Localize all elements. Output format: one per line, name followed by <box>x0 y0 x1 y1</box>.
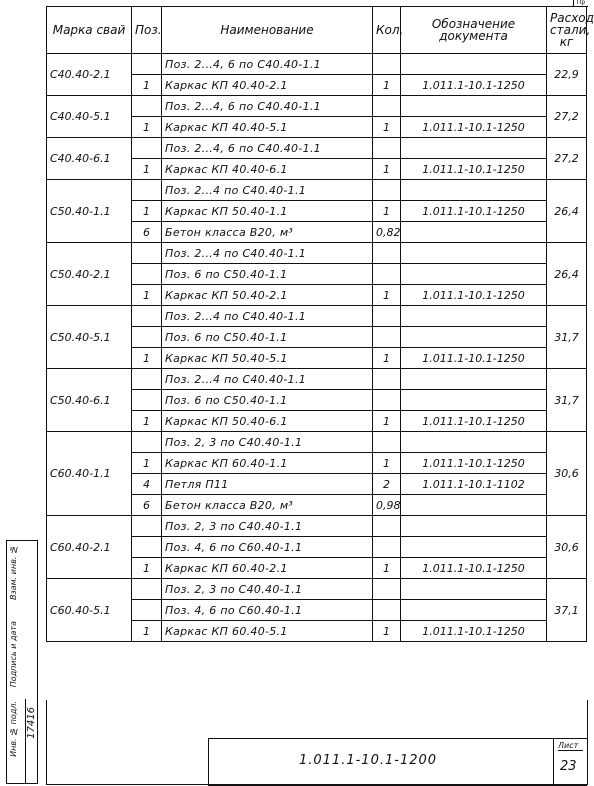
header-name: Наименование <box>162 7 373 54</box>
doc-cell: 1.011.1-10.1-1250 <box>401 201 547 222</box>
name-cell: Поз. 2, 3 по С40.40-1.1 <box>162 432 373 453</box>
pos-cell: 6 <box>132 222 162 243</box>
inv-number-label: Инв. № подл. <box>9 701 18 757</box>
pos-cell <box>132 180 162 201</box>
steel-consumption: 31,7 <box>547 369 587 432</box>
name-cell: Каркас КП 50.40-2.1 <box>162 285 373 306</box>
name-cell: Поз. 4, 6 по С60.40-1.1 <box>162 537 373 558</box>
steel-consumption: 31,7 <box>547 306 587 369</box>
pos-cell: 1 <box>132 453 162 474</box>
doc-cell <box>401 432 547 453</box>
qty-cell: 1 <box>373 159 401 180</box>
qty-cell: 2 <box>373 474 401 495</box>
name-cell: Поз. 2...4 по С40.40-1.1 <box>162 369 373 390</box>
pos-cell <box>132 369 162 390</box>
table-row <box>47 579 587 600</box>
doc-cell <box>401 222 547 243</box>
pile-mark: С50.40-1.1 <box>47 180 132 243</box>
name-cell: Каркас КП 50.40-5.1 <box>162 348 373 369</box>
qty-cell <box>373 327 401 348</box>
name-cell: Каркас КП 40.40-5.1 <box>162 117 373 138</box>
pos-cell: 1 <box>132 621 162 642</box>
pile-mark: С40.40-6.1 <box>47 138 132 180</box>
pos-cell: 4 <box>132 474 162 495</box>
name-cell: Поз. 2...4, 6 по С40.40-1.1 <box>162 96 373 117</box>
pile-mark: С50.40-6.1 <box>47 369 132 432</box>
name-cell: Поз. 2...4 по С40.40-1.1 <box>162 243 373 264</box>
steel-consumption: 27,2 <box>547 96 587 138</box>
name-cell: Петля П11 <box>162 474 373 495</box>
doc-cell <box>401 54 547 75</box>
doc-cell <box>401 306 547 327</box>
qty-cell <box>373 369 401 390</box>
qty-cell <box>373 537 401 558</box>
doc-cell: 1.011.1-10.1-1250 <box>401 117 547 138</box>
pos-cell <box>132 327 162 348</box>
qty-cell <box>373 264 401 285</box>
steel-consumption: 27,2 <box>547 138 587 180</box>
qty-cell <box>373 432 401 453</box>
pos-cell <box>132 138 162 159</box>
pos-cell <box>132 54 162 75</box>
qty-cell <box>373 54 401 75</box>
inv-number-cell <box>25 699 38 783</box>
pos-cell: 1 <box>132 558 162 579</box>
doc-cell: 1.011.1-10.1-1250 <box>401 621 547 642</box>
sheet-number: 23 <box>560 759 577 774</box>
name-cell: Поз. 2, 3 по С40.40-1.1 <box>162 516 373 537</box>
name-cell: Каркас КП 40.40-6.1 <box>162 159 373 180</box>
signature-date-label: Подпись и дата <box>9 621 18 688</box>
header-qty: Кол. <box>373 7 401 54</box>
table-row <box>47 180 587 201</box>
doc-cell: 1.011.1-10.1-1250 <box>401 348 547 369</box>
qty-cell <box>373 138 401 159</box>
table-row <box>47 243 587 264</box>
doc-cell: 1.011.1-10.1-1250 <box>401 285 547 306</box>
name-cell: Поз. 2...4, 6 по С40.40-1.1 <box>162 54 373 75</box>
doc-cell: 1.011.1-10.1-1250 <box>401 75 547 96</box>
pile-mark: С50.40-5.1 <box>47 306 132 369</box>
qty-cell <box>373 180 401 201</box>
name-cell: Поз. 2...4, 6 по С40.40-1.1 <box>162 138 373 159</box>
name-cell: Каркас КП 60.40-5.1 <box>162 621 373 642</box>
doc-cell <box>401 495 547 516</box>
table-row <box>47 516 587 537</box>
pos-cell <box>132 96 162 117</box>
table-row <box>47 138 587 159</box>
steel-consumption: 30,6 <box>547 432 587 516</box>
pile-mark: С50.40-2.1 <box>47 243 132 306</box>
pos-cell: 1 <box>132 159 162 180</box>
qty-cell: 1 <box>373 411 401 432</box>
title-block <box>208 738 587 786</box>
specification-table <box>46 6 594 642</box>
table-row <box>47 54 587 75</box>
doc-cell <box>401 516 547 537</box>
pile-mark: С60.40-5.1 <box>47 579 132 642</box>
table-row <box>47 369 587 390</box>
header-doc: Обозначение документа <box>401 7 547 54</box>
steel-consumption: 22,9 <box>547 54 587 96</box>
doc-cell <box>401 369 547 390</box>
name-cell: Бетон класса В20, м³ <box>162 222 373 243</box>
name-cell: Бетон класса В20, м³ <box>162 495 373 516</box>
pos-cell <box>132 516 162 537</box>
header-mark: Марка свай <box>47 7 132 54</box>
qty-cell <box>373 96 401 117</box>
doc-cell: 1.011.1-10.1-1250 <box>401 411 547 432</box>
steel-consumption: 30,6 <box>547 516 587 579</box>
pos-cell: 1 <box>132 411 162 432</box>
pos-cell <box>132 537 162 558</box>
table-row <box>47 432 587 453</box>
steel-consumption: 26,4 <box>547 180 587 243</box>
doc-cell <box>401 537 547 558</box>
qty-cell <box>373 390 401 411</box>
pile-mark: С40.40-5.1 <box>47 96 132 138</box>
qty-cell: 1 <box>373 453 401 474</box>
header-steel: Расход стали, кг <box>547 7 587 54</box>
corner-label: Пр <box>573 0 588 7</box>
header-pos: Поз. <box>132 7 162 54</box>
pos-cell <box>132 264 162 285</box>
pos-cell <box>132 600 162 621</box>
name-cell: Каркас КП 60.40-2.1 <box>162 558 373 579</box>
qty-cell: 1 <box>373 201 401 222</box>
qty-cell: 0,82 <box>373 222 401 243</box>
stamp-sidebar <box>6 540 38 784</box>
name-cell: Поз. 6 по С50.40-1.1 <box>162 264 373 285</box>
name-cell: Поз. 2, 3 по С40.40-1.1 <box>162 579 373 600</box>
pos-cell: 1 <box>132 285 162 306</box>
name-cell: Поз. 6 по С50.40-1.1 <box>162 327 373 348</box>
sheet-label: Лист <box>558 741 583 751</box>
qty-cell: 1 <box>373 558 401 579</box>
pile-mark: С60.40-2.1 <box>47 516 132 579</box>
table-body <box>47 54 587 642</box>
inv-number-value: 17416 <box>26 707 37 739</box>
pile-mark: С60.40-1.1 <box>47 432 132 516</box>
doc-cell <box>401 600 547 621</box>
name-cell: Поз. 2...4 по С40.40-1.1 <box>162 306 373 327</box>
table-header-row <box>47 7 587 54</box>
pile-mark: С40.40-2.1 <box>47 54 132 96</box>
name-cell: Каркас КП 50.40-1.1 <box>162 201 373 222</box>
qty-cell: 1 <box>373 621 401 642</box>
doc-cell <box>401 390 547 411</box>
replace-inv-label: Взам. инв. № <box>9 545 18 600</box>
pos-cell <box>132 432 162 453</box>
pos-cell: 1 <box>132 117 162 138</box>
name-cell: Поз. 2...4 по С40.40-1.1 <box>162 180 373 201</box>
name-cell: Поз. 6 по С50.40-1.1 <box>162 390 373 411</box>
pos-cell: 6 <box>132 495 162 516</box>
doc-cell <box>401 579 547 600</box>
doc-cell <box>401 138 547 159</box>
name-cell: Каркас КП 40.40-2.1 <box>162 75 373 96</box>
steel-consumption: 37,1 <box>547 579 587 642</box>
doc-cell <box>401 96 547 117</box>
document-code: 1.011.1-10.1-1200 <box>299 753 438 768</box>
doc-cell <box>401 327 547 348</box>
qty-cell <box>373 600 401 621</box>
qty-cell: 1 <box>373 75 401 96</box>
qty-cell: 1 <box>373 117 401 138</box>
table-row <box>47 96 587 117</box>
table-row <box>47 306 587 327</box>
pos-cell <box>132 579 162 600</box>
doc-cell: 1.011.1-10.1-1250 <box>401 453 547 474</box>
qty-cell <box>373 243 401 264</box>
pos-cell <box>132 306 162 327</box>
doc-cell <box>401 180 547 201</box>
qty-cell <box>373 516 401 537</box>
name-cell: Каркас КП 50.40-6.1 <box>162 411 373 432</box>
qty-cell <box>373 579 401 600</box>
qty-cell: 1 <box>373 285 401 306</box>
qty-cell: 1 <box>373 348 401 369</box>
sheet-cell <box>553 739 587 785</box>
pos-cell <box>132 390 162 411</box>
doc-cell <box>401 243 547 264</box>
pos-cell: 1 <box>132 201 162 222</box>
doc-cell <box>401 264 547 285</box>
qty-cell: 0,98 <box>373 495 401 516</box>
steel-consumption: 26,4 <box>547 243 587 306</box>
name-cell: Каркас КП 60.40-1.1 <box>162 453 373 474</box>
qty-cell <box>373 306 401 327</box>
doc-cell: 1.011.1-10.1-1250 <box>401 558 547 579</box>
pos-cell: 1 <box>132 348 162 369</box>
doc-cell: 1.011.1-10.1-1250 <box>401 159 547 180</box>
pos-cell <box>132 243 162 264</box>
doc-cell: 1.011.1-10.1-1102 <box>401 474 547 495</box>
pos-cell: 1 <box>132 75 162 96</box>
name-cell: Поз. 4, 6 по С60.40-1.1 <box>162 600 373 621</box>
